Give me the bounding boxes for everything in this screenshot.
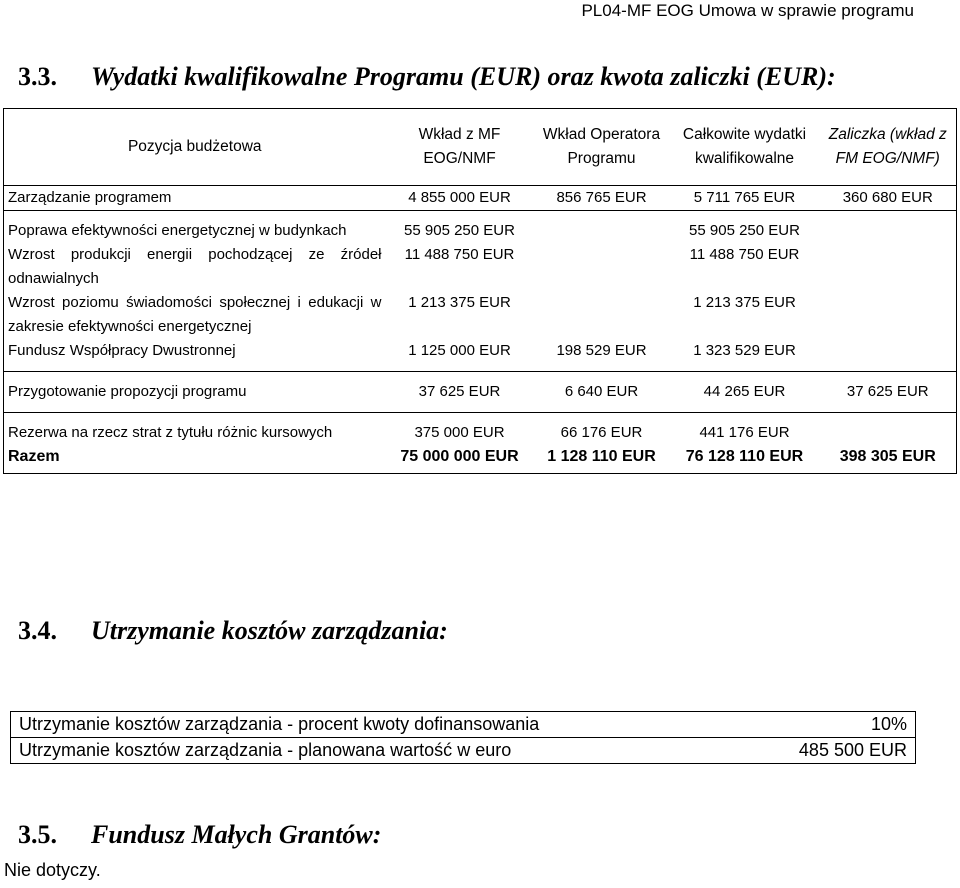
cell-total-eligible: 1 213 375 EUR [693,294,796,311]
cell-mf-contribution: 1 125 000 EUR [408,342,511,359]
section-number: 3.5. [18,820,57,849]
row-label: Utrzymanie kosztów zarządzania - planowana wartość w euro [11,738,746,764]
not-applicable-note: Nie dotyczy. [4,860,101,880]
row-label: Fundusz Współpracy Dwustronnej [4,339,386,372]
cell-advance: 37 625 EUR [820,372,957,413]
row-label: Przygotowanie propozycji programu [4,372,386,413]
column-header: Zaliczka (wkład z FM EOG/NMF) [820,109,957,186]
row-label: Wzrost produkcji energii pochodzącej ze źródeł odnawialnych [4,243,386,291]
cell-operator-contribution [534,211,670,244]
column-header: Pozycja budżetowa [4,109,386,186]
section-number: 3.4. [18,616,57,645]
cell-advance [820,211,957,244]
cell-advance [820,291,957,339]
cell-total-eligible: 44 265 EUR [670,372,820,413]
cell-operator-contribution [534,243,670,291]
cell-total-eligible: 11 488 750 EUR [689,246,800,263]
cell-advance [820,339,957,372]
total-row [4,445,957,474]
section-title: Wydatki kwalifikowalne Programu (EUR) oraz kwota zaliczki (EUR): [91,62,836,91]
cell-advance [820,413,957,446]
row-label: Utrzymanie kosztów zarządzania - procent kwoty dofinansowania [11,712,746,738]
cell-mf-contribution: 37 625 EUR [386,372,534,413]
row-label: Wzrost poziomu świadomości społecznej i edukacji w zakresie efektywności energetycznej [4,291,386,339]
cell-mf-contribution: 1 213 375 EUR [408,294,511,311]
cell-advance [820,243,957,291]
table-header-row [4,109,957,186]
table-row [4,413,957,446]
cell-total-eligible: 76 128 110 EUR [670,445,820,474]
section-heading-3-5 [18,820,381,850]
cell-total-eligible: 5 711 765 EUR [670,186,820,211]
table-row [4,291,957,339]
cell-mf-contribution: 11 488 750 EUR [404,246,515,263]
cell-mf-contribution: 375 000 EUR [386,413,534,446]
cell-total-eligible: 441 176 EUR [670,413,820,446]
row-value: 10% [745,712,915,738]
cell-operator-contribution: 198 529 EUR [556,342,647,359]
table-row [11,712,916,738]
table-row [4,339,957,372]
cell-operator-contribution: 66 176 EUR [534,413,670,446]
row-value: 485 500 EUR [745,738,915,764]
column-header: Wkład Operatora Programu [534,109,670,186]
table-row [11,738,916,764]
cell-advance: 360 680 EUR [820,186,957,211]
cell-operator-contribution: 1 128 110 EUR [534,445,670,474]
cell-mf-contribution: 4 855 000 EUR [386,186,534,211]
row-label: Rezerwa na rzecz strat z tytułu różnic kursowych [4,413,386,446]
table-row [4,211,957,244]
management-costs-table [10,711,916,764]
table-row [4,243,957,291]
cell-total-eligible: 55 905 250 EUR [670,211,820,244]
budget-table [3,108,957,474]
row-label: Razem [4,445,386,474]
section-heading-3-4 [18,616,448,646]
column-header: Całkowite wydatki kwalifikowalne [670,109,820,186]
section-heading-3-3 [18,62,836,92]
column-header: Wkład z MF EOG/NMF [386,109,534,186]
section-title: Utrzymanie kosztów zarządzania: [91,616,448,645]
running-header: PL04-MF EOG Umowa w sprawie programu [581,1,914,20]
cell-operator-contribution: 6 640 EUR [534,372,670,413]
cell-mf-contribution: 55 905 250 EUR [386,211,534,244]
row-label: Zarządzanie programem [4,186,386,211]
cell-mf-contribution: 75 000 000 EUR [386,445,534,474]
section-title: Fundusz Małych Grantów: [91,820,382,849]
row-label: Poprawa efektywności energetycznej w budynkach [4,211,386,244]
cell-operator-contribution: 856 765 EUR [534,186,670,211]
cell-operator-contribution [534,291,670,339]
table-row [4,372,957,413]
cell-total-eligible: 1 323 529 EUR [693,342,796,359]
table-row [4,186,957,211]
section-number: 3.3. [18,62,57,91]
cell-advance: 398 305 EUR [820,445,957,474]
